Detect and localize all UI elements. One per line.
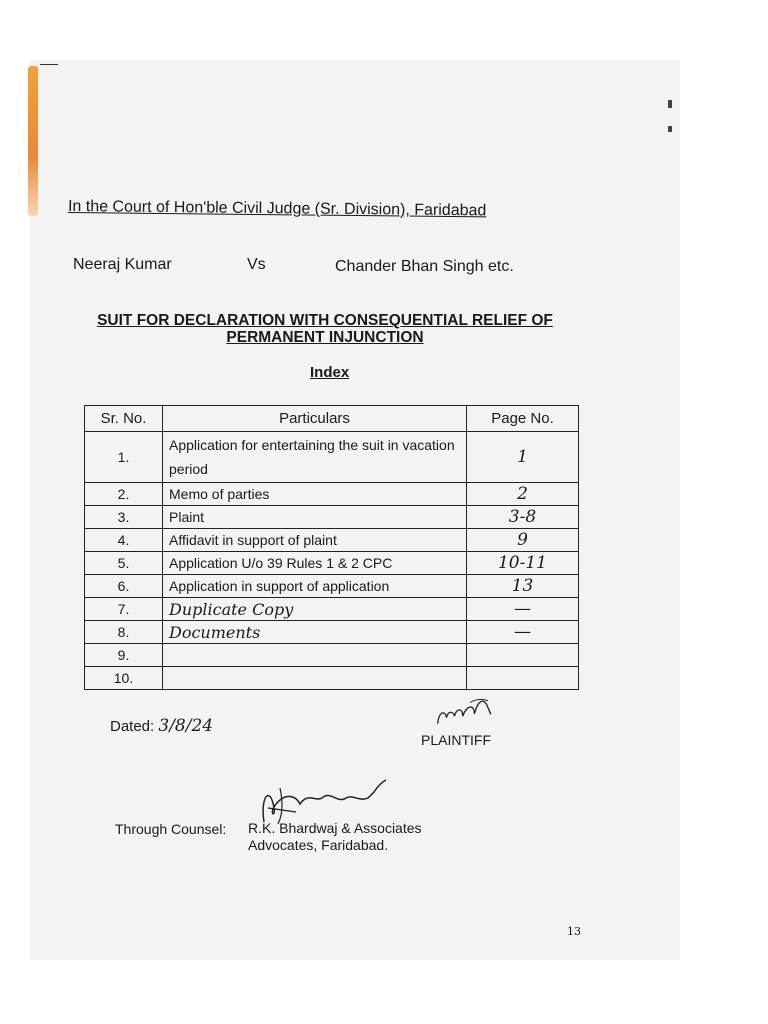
index-table (84, 405, 579, 690)
table-row (85, 529, 579, 552)
row-particulars: Plaint (163, 506, 467, 529)
row-page: 1 (467, 432, 579, 483)
row-sr: 10. (85, 667, 163, 690)
page-number: 13 (567, 925, 581, 938)
row-page: 2 (467, 483, 579, 506)
through-counsel-label: Through Counsel: (115, 821, 227, 837)
table-row (85, 667, 579, 690)
row-page: 3-8 (467, 506, 579, 529)
defendant-name: Chander Bhan Singh etc. (335, 258, 514, 275)
row-particulars: Memo of parties (163, 483, 467, 506)
row-sr: 5. (85, 552, 163, 575)
suit-title-line2: PERMANENT INJUNCTION (226, 329, 424, 346)
row-sr: 7. (85, 598, 163, 621)
row-sr: 1. (85, 432, 163, 483)
page-edge-mark (28, 66, 38, 216)
scan-speck (668, 126, 672, 132)
column-header-particulars: Particulars (163, 406, 467, 432)
row-particulars (163, 667, 467, 690)
row-particulars: Application in support of application (163, 575, 467, 598)
column-header-sr: Sr. No. (85, 406, 163, 432)
table-row (85, 621, 579, 644)
row-page: — (467, 621, 579, 644)
table-header-row (85, 406, 579, 432)
row-sr: 9. (85, 644, 163, 667)
table-row (85, 432, 579, 483)
counsel-block (248, 820, 422, 854)
plaintiff-label: PLAINTIFF (421, 732, 492, 748)
page-corner-line (40, 64, 58, 65)
dated-label: Dated: (110, 718, 155, 735)
versus-label: Vs (247, 256, 266, 273)
court-title: In the Court of Hon'ble Civil Judge (Sr. Division), Faridabad (67, 198, 487, 220)
table-row (85, 483, 579, 506)
row-particulars (163, 644, 467, 667)
counsel-location: Advocates, Faridabad. (248, 837, 389, 853)
row-sr: 3. (85, 506, 163, 529)
row-sr: 2. (85, 483, 163, 506)
dated-value: 3/8/24 (158, 716, 214, 736)
row-sr: 8. (85, 621, 163, 644)
row-page: 10-11 (467, 552, 579, 575)
index-heading: Index (310, 364, 350, 381)
row-page (467, 644, 579, 667)
row-page: — (467, 598, 579, 621)
row-page: 13 (467, 575, 579, 598)
table-row (85, 552, 579, 575)
table-row (85, 506, 579, 529)
suit-title-line1: SUIT FOR DECLARATION WITH CONSEQUENTIAL RELIEF OF (97, 312, 553, 329)
row-particulars: Application for entertaining the suit in vacation period (163, 432, 467, 483)
row-particulars: Affidavit in support of plaint (163, 529, 467, 552)
row-sr: 4. (85, 529, 163, 552)
table-row (85, 575, 579, 598)
row-particulars: Documents (163, 621, 467, 644)
row-page: 9 (467, 529, 579, 552)
column-header-page: Page No. (467, 406, 579, 432)
scan-speck (668, 100, 672, 108)
counsel-firm: R.K. Bhardwaj & Associates (248, 820, 422, 836)
dated-line (110, 716, 213, 736)
row-particulars: Duplicate Copy (163, 598, 467, 621)
row-page (467, 667, 579, 690)
row-particulars: Application U/o 39 Rules 1 & 2 CPC (163, 552, 467, 575)
plaintiff-name: Neeraj Kumar (73, 256, 172, 273)
table-row (85, 644, 579, 667)
table-row (85, 598, 579, 621)
row-sr: 6. (85, 575, 163, 598)
